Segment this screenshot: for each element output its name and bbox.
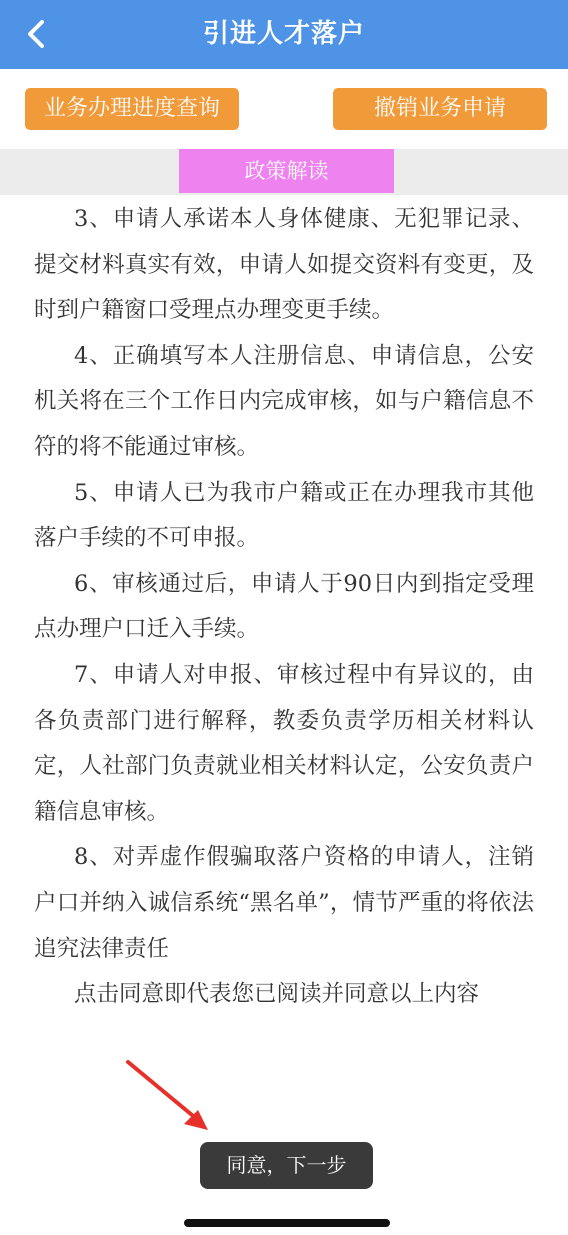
policy-item: 3、申请人承诺本人身体健康、无犯罪记录、提交材料真实有效，申请人如提交资料有变更，及时到户籍窗口受理点办理变更手续。 bbox=[34, 206, 534, 324]
policy-item: 8、对弄虚作假骗取落户资格的申请人，注销户口并纳入诚信系统“黑名单”，情节严重的将依法追究法律责任 bbox=[34, 844, 534, 962]
progress-query-button[interactable]: 业务办理进度查询 bbox=[25, 88, 239, 130]
tab-policy-interpretation[interactable]: 政策解读 bbox=[179, 149, 394, 193]
home-indicator[interactable] bbox=[184, 1219, 390, 1227]
cancel-application-button[interactable]: 撤销业务申请 bbox=[333, 88, 547, 130]
policy-item: 7、申请人对申报、审核过程中有异议的，由各负责部门进行解释，教委负责学历相关材料认定，人社部门负责就业相关材料认定，公安负责户籍信息审核。 bbox=[34, 661, 534, 825]
app-header bbox=[0, 0, 568, 69]
policy-content bbox=[34, 197, 534, 1018]
policy-item: 4、正确填写本人注册信息、申请信息，公安机关将在三个工作日内完成审核，如与户籍信息不符的将不能通过审核。 bbox=[34, 342, 534, 460]
policy-item: 6、审核通过后，申请人于90日内到指定受理点办理户口迁入手续。 bbox=[34, 570, 534, 643]
page-title: 引进人才落户 bbox=[202, 19, 365, 49]
red-arrow-icon bbox=[120, 1058, 220, 1138]
policy-tab-bar bbox=[0, 149, 568, 195]
action-bar bbox=[0, 69, 568, 149]
consent-statement: 点击同意即代表您已阅读并同意以上内容 bbox=[74, 981, 480, 1008]
agree-next-button[interactable]: 同意，下一步 bbox=[200, 1142, 373, 1189]
policy-item: 5、申请人已为我市户籍或正在办理我市其他落户手续的不可申报。 bbox=[34, 479, 534, 552]
